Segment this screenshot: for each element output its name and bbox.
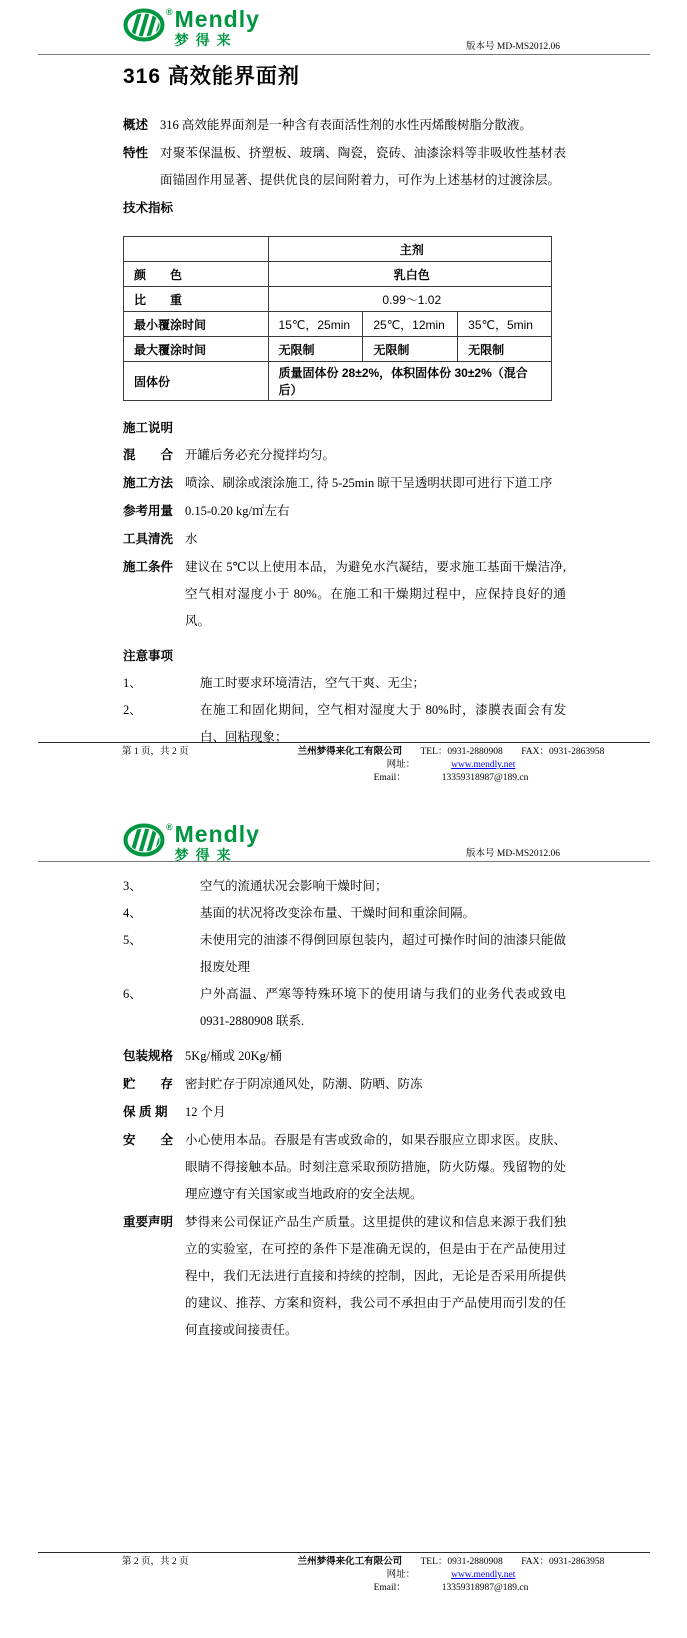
website-label: 网址： bbox=[386, 760, 416, 770]
storage-row bbox=[123, 1071, 566, 1098]
color-value: 乳白色 bbox=[268, 262, 551, 287]
page-number: 第 2 页，共 2 页 bbox=[122, 1557, 189, 1567]
footer-company-block bbox=[252, 1556, 650, 1595]
solids-value: 质量固体份 28±2%，体积固体份 30±2%（混合后） bbox=[268, 362, 551, 401]
shelf-life-row bbox=[123, 1099, 566, 1126]
cleaning-text: 水 bbox=[185, 532, 198, 546]
note-item-5 bbox=[123, 927, 566, 981]
mixing-label: 混 合 bbox=[123, 448, 174, 462]
brand-name-en: Mendly bbox=[174, 6, 260, 32]
page2-content bbox=[123, 873, 566, 1345]
storage-text: 密封贮存于阴凉通风处，防潮、防晒、防冻 bbox=[185, 1077, 423, 1091]
mendly-emblem-icon bbox=[123, 8, 165, 42]
footer-fax: FAX：0931-2863958 bbox=[521, 1557, 605, 1567]
overview-row bbox=[123, 112, 566, 139]
storage-label: 贮 存 bbox=[123, 1077, 174, 1091]
email-value: 13359318987@189.cn bbox=[441, 1583, 529, 1593]
features-label: 特性 bbox=[123, 146, 149, 160]
page-2 bbox=[0, 770, 687, 1638]
max-recoat-3: 无限制 bbox=[458, 337, 552, 362]
registered-mark: ® bbox=[166, 822, 173, 832]
safety-text: 小心使用本品。吞服是有害或致命的，如果吞服应立即求医。皮肤、眼睛不得接触本品。时刻注意采取预防措施，防火防爆。残留物的处理应遵守有关国家或当地政府的安全法规。 bbox=[185, 1133, 566, 1201]
tech-spec-heading: 技术指标 bbox=[123, 201, 174, 215]
conditions-row bbox=[123, 554, 566, 635]
min-recoat-label: 最小覆涂时间 bbox=[124, 312, 269, 337]
packaging-row bbox=[123, 1043, 566, 1070]
note-number: 3、 bbox=[123, 879, 142, 893]
cleaning-row bbox=[123, 526, 566, 553]
table-row-header bbox=[124, 237, 552, 262]
tech-spec-table bbox=[123, 236, 552, 401]
cleaning-label: 工具清洗 bbox=[123, 532, 174, 546]
shelf-life-label: 保 质 期 bbox=[123, 1105, 168, 1119]
website-link[interactable]: www.mendly.net bbox=[451, 760, 516, 770]
note-text: 空气的流通状况会影响干燥时间； bbox=[200, 879, 388, 893]
gravity-value: 0.99～1.02 bbox=[268, 287, 551, 312]
email-label: Email： bbox=[373, 1583, 406, 1593]
conditions-text: 建议在 5℃以上使用本品，为避免水汽凝结，要求施工基面干燥洁净, 空气相对湿度小于 80%。在施工和干燥期过程中，应保持良好的通风。 bbox=[185, 560, 566, 628]
brand-name-en: Mendly bbox=[174, 821, 260, 847]
page2-footer bbox=[38, 1552, 650, 1595]
note-text: 在施工和固化期间，空气相对湿度大于 80%时，漆膜表面会有发白、回粘现象； bbox=[200, 703, 566, 744]
solids-label: 固体份 bbox=[124, 362, 269, 401]
max-recoat-label: 最大覆涂时间 bbox=[124, 337, 269, 362]
features-text: 对聚苯保温板、挤塑板、玻璃、陶瓷，瓷砖、油漆涂料等非吸收性基材表面锚固作用显著、提供优良的层间附着力，可作为上述基材的过渡涂层。 bbox=[160, 146, 566, 187]
footer-web bbox=[369, 760, 534, 770]
note-number: 5、 bbox=[123, 933, 142, 947]
footer-email bbox=[356, 1583, 547, 1593]
email-value: 13359318987@189.cn bbox=[441, 773, 529, 783]
packaging-label: 包装规格 bbox=[123, 1049, 174, 1063]
dosage-row bbox=[123, 498, 566, 525]
note-text: 施工时要求环境清洁，空气干爽、无尘； bbox=[200, 676, 426, 690]
overview-label: 概述 bbox=[123, 118, 149, 132]
max-recoat-2: 无限制 bbox=[363, 337, 458, 362]
table-row-solids bbox=[124, 362, 552, 401]
mixing-row bbox=[123, 442, 566, 469]
max-recoat-1: 无限制 bbox=[268, 337, 363, 362]
note-item-4 bbox=[123, 900, 566, 927]
overview-text: 316 高效能界面剂是一种含有表面活性剂的水性丙烯酸树脂分散液。 bbox=[160, 118, 532, 132]
note-text: 未使用完的油漆不得倒回原包装内，超过可操作时间的油漆只能做报废处理 bbox=[200, 933, 566, 974]
email-label: Email： bbox=[373, 773, 406, 783]
color-label: 颜 色 bbox=[124, 262, 269, 287]
method-label: 施工方法 bbox=[123, 476, 174, 490]
header-divider bbox=[38, 54, 650, 55]
gravity-label: 比 重 bbox=[124, 287, 269, 312]
brand-wordmark bbox=[175, 823, 260, 862]
brand-name-cn: 梦得来 bbox=[174, 32, 238, 48]
website-label: 网址： bbox=[386, 1570, 416, 1580]
packaging-text: 5Kg/桶或 20Kg/桶 bbox=[185, 1049, 282, 1063]
page1-content bbox=[123, 60, 566, 751]
note-number: 4、 bbox=[123, 906, 142, 920]
table-row-gravity bbox=[124, 287, 552, 312]
note-item-1 bbox=[123, 670, 566, 697]
method-row bbox=[123, 470, 566, 497]
construction-heading: 施工说明 bbox=[123, 421, 174, 435]
website-link[interactable]: www.mendly.net bbox=[451, 1570, 516, 1580]
table-row-color bbox=[124, 262, 552, 287]
disclaimer-text: 梦得来公司保证产品生产质量。这里提供的建议和信息来源于我们独立的实验室，在可控的条件下是准确无误的，但是由于在产品使用过程中，我们无法进行直接和持续的控制，因此，无论是否采用所提供的建议、推荐、方案和资料，我公司不承担由于产品使用而引发的任何直接或间接责任。 bbox=[185, 1215, 566, 1337]
disclaimer-label: 重要声明 bbox=[123, 1215, 174, 1229]
brand-name-cn: 梦得来 bbox=[174, 847, 238, 863]
note-text: 户外高温、严寒等特殊环境下的使用请与我们的业务代表或致电 0931-2880908 联系. bbox=[200, 987, 566, 1028]
company-logo bbox=[123, 823, 260, 862]
note-item-6 bbox=[123, 981, 566, 1035]
document-title: 316 高效能界面剂 bbox=[123, 65, 300, 88]
conditions-label: 施工条件 bbox=[123, 560, 174, 574]
note-number: 6、 bbox=[123, 987, 142, 1001]
version-label: 版本号 MD-MS2012.06 bbox=[466, 42, 560, 52]
company-name: 兰州梦得来化工有限公司 bbox=[297, 1557, 403, 1567]
notes-heading: 注意事项 bbox=[123, 649, 174, 663]
table-row-min-recoat bbox=[124, 312, 552, 337]
footer-web bbox=[369, 1570, 534, 1580]
header-divider bbox=[38, 861, 650, 862]
table-col-header: 主剂 bbox=[268, 237, 551, 262]
disclaimer-row bbox=[123, 1209, 566, 1344]
note-number: 2、 bbox=[123, 703, 142, 717]
mixing-text: 开罐后务必充分搅拌均匀。 bbox=[185, 448, 336, 462]
footer-tel: TEL：0931-2880908 bbox=[420, 747, 503, 757]
features-row bbox=[123, 140, 566, 194]
note-number: 1、 bbox=[123, 676, 142, 690]
dosage-text: 0.15-0.20 kg/㎡左右 bbox=[185, 504, 290, 518]
min-recoat-25c: 25℃，12min bbox=[363, 312, 458, 337]
version-label: 版本号 MD-MS2012.06 bbox=[466, 849, 560, 859]
shelf-life-text: 12 个月 bbox=[185, 1105, 226, 1119]
company-name: 兰州梦得来化工有限公司 bbox=[297, 747, 403, 757]
safety-label: 安 全 bbox=[123, 1133, 174, 1147]
footer-tel: TEL：0931-2880908 bbox=[420, 1557, 503, 1567]
page-number: 第 1 页，共 2 页 bbox=[122, 747, 189, 757]
page-1 bbox=[0, 0, 687, 783]
footer-fax: FAX：0931-2863958 bbox=[521, 747, 605, 757]
method-text: 喷涂、刷涂或滚涂施工, 待 5-25min 晾干呈透明状即可进行下道工序 bbox=[185, 476, 553, 490]
brand-wordmark bbox=[175, 8, 260, 47]
min-recoat-15c: 15℃，25min bbox=[268, 312, 363, 337]
registered-mark: ® bbox=[166, 7, 173, 17]
table-cell-empty bbox=[124, 237, 269, 262]
dosage-label: 参考用量 bbox=[123, 504, 174, 518]
table-row-max-recoat bbox=[124, 337, 552, 362]
note-item-3 bbox=[123, 873, 566, 900]
mendly-emblem-icon bbox=[123, 823, 165, 857]
note-text: 基面的状况将改变涂布量、干燥时间和重涂间隔。 bbox=[200, 906, 476, 920]
min-recoat-35c: 35℃，5min bbox=[458, 312, 552, 337]
company-logo bbox=[123, 8, 260, 47]
safety-row bbox=[123, 1127, 566, 1208]
